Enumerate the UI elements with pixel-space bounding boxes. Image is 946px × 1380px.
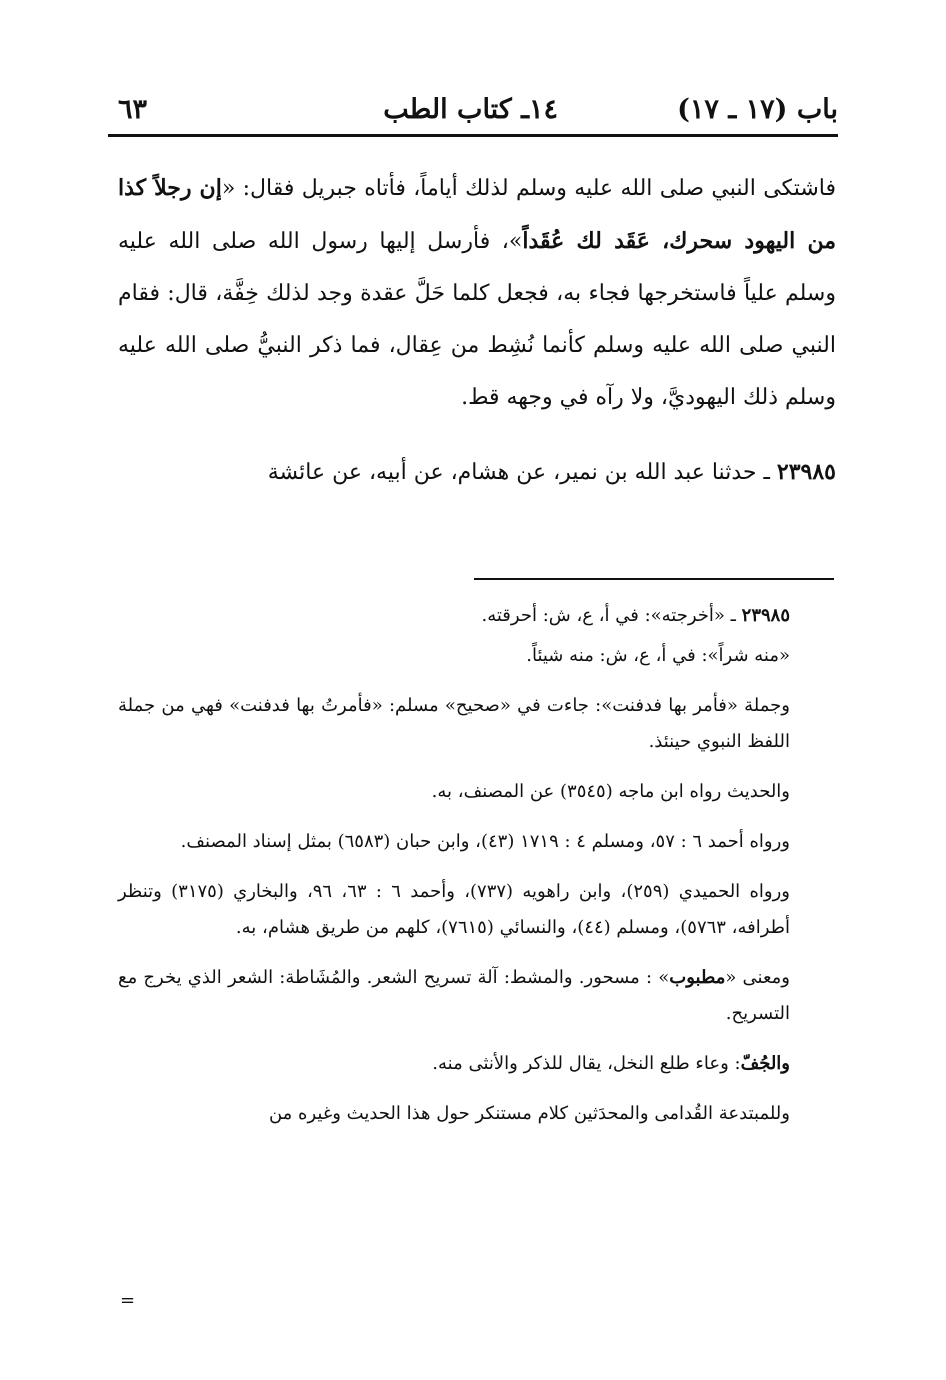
footnote: ورواه أحمد ٦ : ٥٧، ومسلم ٤ : ١٧١٩ (٤٣)، وابن حبان (٦٥٨٣) بمثل إسناد المصنف.: [180, 831, 790, 852]
footnote-rule: [474, 578, 834, 580]
footnote-text: ـ «أخرجته»: في أ، ع، ش: أحرقته.: [481, 605, 742, 626]
hadith-number: ٢٣٩٨٥: [776, 459, 836, 485]
footnote-number: ٢٣٩٨٥: [741, 605, 790, 626]
footnote: وللمبتدعة القُدامى والمحدَثين كلام مستنكر حول هذا الحديث وغيره من: [268, 1103, 790, 1124]
narrative-start: فاشتكى النبي صلى الله عليه وسلم لذلك أياماً، فأتاه جبريل فقال: «: [221, 176, 836, 201]
running-header: [108, 88, 838, 132]
narrative-end: »، فأرسل إليها رسول الله صلى الله عليه وسلم علياً فاستخرجها فجاء به، فجعل كلما حَلَّ عقدة وجد لذلك خِفَّة، قال: فقام النبي صلى الله عليه وسلم كأنما نُشِط من عِقال، فما ذكر النبيُّ صلى الله عليه وسلم ذلك اليهوديَّ، ولا رآه في وجهه قط.: [118, 229, 836, 410]
footnote: ورواه الحميدي (٢٥٩)، وابن راهويه (٧٣٧)، وأحمد ٦ : ٦٣، ٩٦، والبخاري (٣١٧٥) وتنظر أطرافه، ٥٧٦٣)، ومسلم (٤٤)، والنسائي (٧٦١٥)، كلهم من طريق هشام، به.: [118, 881, 790, 938]
hadith-chain: ـ حدثنا عبد الله بن نمير، عن هشام، عن أبيه، عن عائشة: [267, 460, 777, 485]
defined-term: والجُفّ: [740, 1053, 790, 1074]
continuation-mark: =: [120, 1290, 136, 1311]
quoted-speech: إن رجلاً كذا من اليهود سحرك، عَقَد لك عُقَداً: [118, 175, 836, 254]
hadith-narrative: [118, 162, 836, 424]
page-number: ٦٣: [118, 94, 148, 125]
footnote: [118, 598, 836, 634]
defined-term: مطبوب: [669, 967, 726, 988]
footnote-text: » : مسحور. والمشط: آلة تسريح الشعر. والمُشَاطة: الشعر الذي يخرج مع التسريح.: [118, 967, 790, 1024]
chapter-label: باب (١٧ ـ ١٧): [677, 94, 838, 125]
footnote: [118, 1046, 836, 1082]
footnote: «منه شراً»: في أ، ع، ش: منه شيئاً.: [526, 645, 790, 666]
footnotes: [118, 598, 836, 1146]
footnote: وجملة «فأمر بها فدفنت»: جاءت في «صحيح» مسلم: «فأمرتُ بها فدفنت» فهي من جملة اللفظ النبوي حينئذ.: [118, 695, 790, 752]
header-rule: [108, 134, 838, 137]
footnote-text: ومعنى «: [725, 967, 791, 988]
main-text: [118, 162, 836, 499]
hadith-entry: [118, 446, 836, 499]
book-title: ١٤ـ كتاب الطب: [383, 94, 558, 125]
footnote: [118, 960, 836, 1032]
footnote: والحديث رواه ابن ماجه (٣٥٤٥) عن المصنف، به.: [431, 781, 790, 802]
footnote-text: : وعاء طلع النخل، يقال للذكر والأنثى منه.: [432, 1053, 741, 1074]
